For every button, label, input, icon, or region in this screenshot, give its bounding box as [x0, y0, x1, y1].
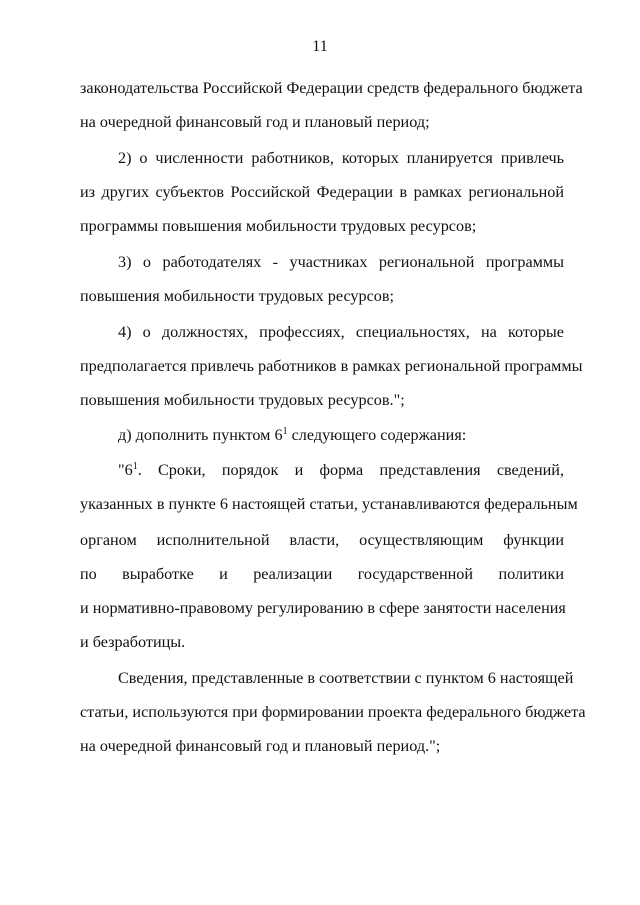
text-line: на очередной финансовый год и плановый период.";: [80, 737, 441, 755]
paragraph-line: Сведения, представленные в соответствии с пунктом 6 настоящей: [118, 669, 574, 687]
text-line: законодательства Российской Федерации средств федерального бюджета: [80, 79, 583, 97]
item-d-text: д) дополнить пунктом 6: [118, 426, 283, 444]
text-line: программы повышения мобильности трудовых ресурсов;: [80, 217, 477, 235]
text-line: повышения мобильности трудовых ресурсов.";: [80, 391, 405, 409]
text-line: предполагается привлечь работников в рамках региональной программы: [80, 357, 583, 375]
point-6-1-rest: . Сроки, порядок и форма представления сведений,: [137, 461, 564, 479]
list-item-2-line: 2) о численности работников, которых планируется привлечь: [118, 149, 564, 167]
superscript: 1: [282, 426, 288, 437]
text-line: повышения мобильности трудовых ресурсов;: [80, 287, 395, 305]
item-d-text-rest: следующего содержания:: [287, 426, 467, 444]
point-6-1-line: [118, 460, 564, 480]
text-line: указанных в пункте 6 настоящей статьи, устанавливаются федеральным: [80, 495, 578, 513]
superscript: 1: [132, 461, 138, 472]
page-number: 11: [312, 38, 328, 55]
text-line: из других субъектов Российской Федерации в рамках региональной: [80, 183, 564, 201]
list-item-3-line: 3) о работодателях - участниках региональной программы: [118, 253, 564, 271]
list-item-4-line: 4) о должностях, профессиях, специальностях, на которые: [118, 323, 564, 341]
text-line: и нормативно-правовому регулированию в сфере занятости населения: [80, 599, 566, 617]
text-line: по выработке и реализации государственной политики: [80, 565, 564, 583]
text-line: на очередной финансовый год и плановый период;: [80, 113, 430, 131]
point-6-1-open: "6: [118, 461, 133, 479]
text-line: и безработицы.: [80, 633, 186, 651]
text-line: статьи, используются при формировании проекта федерального бюджета: [80, 703, 586, 721]
text-line: органом исполнительной власти, осуществляющим функции: [80, 531, 564, 549]
item-d-line: [118, 425, 466, 445]
